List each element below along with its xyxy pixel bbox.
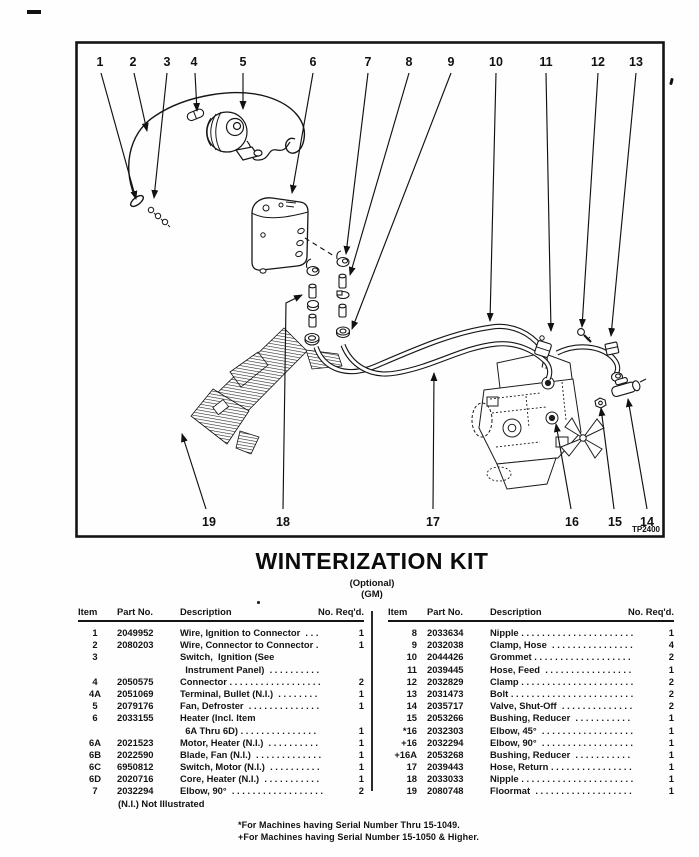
cell-item: 19 [406,785,417,797]
cell-qty: 1 [358,724,364,736]
cell-item: 1 [92,627,98,638]
cell-item: 15 [406,712,417,724]
cell-qty: 1 [358,736,364,748]
floormat [191,328,342,454]
cell-item: 12 [406,675,417,687]
header-no-reqd: No. Req'd. [318,606,364,617]
table-row [78,651,364,663]
callout-label-3: 3 [163,55,171,69]
cell-qty: 1 [668,748,674,760]
table-row [388,651,674,663]
cell-part: 2035717 [427,700,464,712]
callout-label-17: 17 [426,515,440,529]
table-row [388,688,674,700]
nipple-fitting [309,314,316,327]
cell-qty: 2 [668,687,674,699]
cell-item: 6C [89,761,101,773]
table-row [78,749,364,761]
cell-item: 3 [92,651,98,663]
table-divider [371,611,373,791]
cell-part: 2039443 [427,761,464,773]
cell-desc: Hose, Return . . . . . . . . . . . . . . . . [490,761,632,773]
cell-item: 6B [89,748,101,760]
cell-desc: Grommet . . . . . . . . . . . . . . . . . . . [490,651,631,663]
cell-desc: Wire, Ignition to Connector . . . [180,627,319,638]
footnote-serial-thru: *For Machines having Serial Number Thru 15-1049. [238,820,460,830]
cell-desc: Motor, Heater (N.I.) . . . . . . . . . . [180,736,319,748]
cell-qty: 1 [358,773,364,785]
cell-qty [334,664,364,676]
diagram-frame [77,43,664,537]
reducer-bushing [595,398,606,408]
table-row [388,725,674,737]
cell-qty: 1 [668,724,674,736]
cell-qty: 1 [358,700,364,712]
callout-label-2: 2 [129,55,137,69]
table-row [388,749,674,761]
table-row [78,688,364,700]
cell-qty: 2 [358,785,364,797]
cell-qty: 2 [668,651,674,663]
cell-qty: 1 [358,748,364,760]
cell-qty: 2 [668,675,674,687]
cell-part: 2020716 [117,773,154,785]
assembly-axis-dashed-line [305,238,334,256]
table-row [78,725,364,737]
cell-qty: 2 [358,675,364,687]
cell-item: 11 [407,663,417,675]
cell-qty: 1 [358,687,364,699]
cell-item: 5 [92,700,98,712]
cell-item: 18 [406,773,417,785]
cell-item: 8 [411,627,417,638]
table-body [388,627,674,798]
elbow-fitting [337,251,349,267]
cell-desc: Heater (Incl. Item [180,712,256,724]
shutoff-valve [609,373,646,398]
bullet-terminal [129,194,145,209]
table-row [388,627,674,639]
cell-part: 2032294 [117,785,154,797]
cell-item: 9 [411,639,417,651]
cell-item: 10 [406,651,417,663]
cell-item: 6A [89,736,101,748]
callout-label-19: 19 [202,515,216,529]
header-part-no: Part No. [427,606,463,617]
parts-table-left [78,606,364,798]
table-row [78,761,364,773]
cell-part: 2032303 [427,724,464,736]
cell-qty [334,712,364,724]
connector-pins [148,207,170,227]
cell-item: 4 [92,675,98,687]
cell-part: 2031473 [427,687,464,699]
callout-label-13: 13 [629,55,643,69]
cell-item: 6 [92,712,98,724]
table-row [78,664,364,676]
callout-label-6: 6 [309,55,317,69]
table-row [78,785,364,797]
table-row [78,639,364,651]
header-part-no: Part No. [117,606,153,617]
cell-item: 2 [92,639,98,651]
table-row [388,737,674,749]
cell-part: 2021523 [117,736,154,748]
cell-desc: Blade, Fan (N.I.) . . . . . . . . . . . . . [180,748,322,760]
cell-qty: 1 [358,639,364,651]
cell-qty: 1 [668,712,674,724]
cell-qty: 1 [668,761,674,773]
callout-label-15: 15 [608,515,622,529]
engine-assembly [472,353,604,489]
table-row [388,785,674,797]
cell-qty: 1 [358,761,364,773]
hose-clamp [605,342,619,355]
nipple-fitting [339,274,346,288]
table-header [78,606,364,622]
footnote-serial-higher: +For Machines having Serial Number 15-1050 & Higher. [238,832,480,842]
scan-artifact-dot [257,601,260,604]
grommet [337,327,350,338]
cell-qty: 1 [668,663,674,675]
table-header [388,606,674,622]
header-description: Description [490,606,542,617]
callout-label-14: 14 [640,515,654,529]
page-title: WINTERIZATION KIT [255,548,489,574]
callout-label-1: 1 [96,55,104,69]
inline-connector [186,108,205,122]
cell-desc: Connector . . . . . . . . . . . . . . . . . . [180,675,321,687]
subtitle-optional: (Optional) [349,578,395,589]
header-item: Item [388,606,408,617]
cell-qty: 2 [668,700,674,712]
cell-item: +16A [394,748,417,760]
cell-part: 2044426 [427,651,464,663]
cell-desc: Elbow, 90° . . . . . . . . . . . . . . . . . . [180,785,324,797]
cell-desc: Elbow, 45° . . . . . . . . . . . . . . . . . . [490,724,634,736]
callout-label-7: 7 [364,55,372,69]
cell-part: 2032294 [427,736,464,748]
cell-desc: Core, Heater (N.I.) . . . . . . . . . . . [180,773,320,785]
nipple-fitting [309,284,316,298]
cell-desc: Hose, Feed . . . . . . . . . . . . . . . . . [490,663,632,675]
title-block [45,548,699,600]
cell-item: 6D [89,773,101,785]
callout-label-16: 16 [565,515,579,529]
parts-table-right [388,606,674,798]
table-row [388,639,674,651]
elbow-fitting [307,259,320,276]
callout-label-11: 11 [539,55,553,69]
heater-hoses [316,326,618,379]
cell-item: 17 [406,761,417,773]
cell-part: 2080203 [117,639,154,651]
cell-item: 4A [89,687,101,699]
table-row [388,664,674,676]
table-row [388,761,674,773]
callout-label-12: 12 [591,55,605,69]
cell-part: 2022590 [117,748,154,760]
cell-qty: 4 [668,639,674,651]
cell-part: 6950812 [117,761,154,773]
header-item: Item [78,606,98,617]
cell-part: 2032038 [427,639,464,651]
table-row [78,773,364,785]
cell-desc: Wire, Connector to Connector . [180,639,319,651]
table-row [388,773,674,785]
callout-label-18: 18 [276,515,290,529]
table-row [388,712,674,724]
cell-part: 2053268 [427,748,464,760]
nipple-fitting [339,304,346,317]
cell-part: 2039445 [427,663,464,675]
header-no-reqd: No. Req'd. [628,606,674,617]
cell-part: 2080748 [427,785,464,797]
table-row [388,676,674,688]
callout-label-9: 9 [447,55,455,69]
defroster-fan [207,112,263,160]
cell-part: 2033033 [427,773,464,785]
cell-desc: Bushing, Reducer . . . . . . . . . . . [490,748,631,760]
cell-item: 13 [406,687,417,699]
cell-desc: Bushing, Reducer . . . . . . . . . . . [490,712,631,724]
cell-desc: Elbow, 90° . . . . . . . . . . . . . . . . . . [490,736,634,748]
heater-fittings [305,251,350,345]
cell-part [117,651,175,663]
cell-desc: Instrument Panel) . . . . . . . . . . [180,663,320,675]
cell-desc: Nipple . . . . . . . . . . . . . . . . . . . . . . [490,773,634,785]
cell-part: 2051069 [117,687,154,699]
cell-desc: Switch, Ignition (See [180,651,275,663]
cell-part: 2050575 [117,675,154,687]
subtitle-gm: (GM) [361,589,383,600]
table-row [78,627,364,639]
plate-code: TP2400 [631,525,660,534]
cell-part: 2033634 [427,627,464,638]
scan-artifact-dash [27,10,41,14]
callout-label-8: 8 [405,55,413,69]
cell-part: 2049952 [117,627,154,638]
table-row [78,676,364,688]
cell-desc: Terminal, Bullet (N.I.) . . . . . . . . [180,687,318,699]
table-row [78,737,364,749]
cell-qty: 1 [668,773,674,785]
table-row [78,712,364,724]
cell-item [78,664,112,676]
header-description: Description [180,606,232,617]
callout-label-4: 4 [190,55,198,69]
cell-qty: 1 [668,736,674,748]
cell-part [117,664,175,676]
cell-item: 14 [406,700,417,712]
cell-item: 7 [92,785,98,797]
cell-qty [334,651,364,663]
cell-part: 2032829 [427,675,464,687]
callout-label-10: 10 [489,55,503,69]
cell-part: 2033155 [117,712,154,724]
table-body [78,627,364,798]
reducer-bushing [305,334,319,346]
cell-item: *16 [402,724,417,736]
hose-clamp-small [337,291,349,299]
heater-box [252,198,308,273]
cell-desc: Floormat . . . . . . . . . . . . . . . . . . . [490,785,632,797]
cell-part [117,725,175,737]
cell-desc: Clamp . . . . . . . . . . . . . . . . . . . . . . [490,675,634,687]
cell-qty: 1 [668,627,674,638]
cell-desc: Clamp, Hose . . . . . . . . . . . . . . . . [490,639,633,651]
cell-desc: Bolt . . . . . . . . . . . . . . . . . . . . . . . . [490,687,634,699]
cap-fitting [308,301,319,311]
cell-desc: Valve, Shut-Off . . . . . . . . . . . . . . [490,700,633,712]
cell-desc: 6A Thru 6D) . . . . . . . . . . . . . . . [180,724,317,736]
cell-desc: Fan, Defroster . . . . . . . . . . . . . . [180,700,320,712]
cell-qty: 1 [358,627,364,638]
table-row [78,700,364,712]
callout-label-5: 5 [239,55,247,69]
not-illustrated-note: (N.I.) Not Illustrated [118,798,205,809]
mounting-bolt [578,329,591,342]
cell-item [78,725,112,737]
table-row [388,700,674,712]
cell-desc: Switch, Motor (N.I.) . . . . . . . . . . [180,761,320,773]
cell-item: +16 [401,736,417,748]
cell-desc: Nipple . . . . . . . . . . . . . . . . . . . . . . [490,627,634,638]
cell-qty: 1 [668,785,674,797]
cell-part: 2053266 [427,712,464,724]
cell-part: 2079176 [117,700,154,712]
